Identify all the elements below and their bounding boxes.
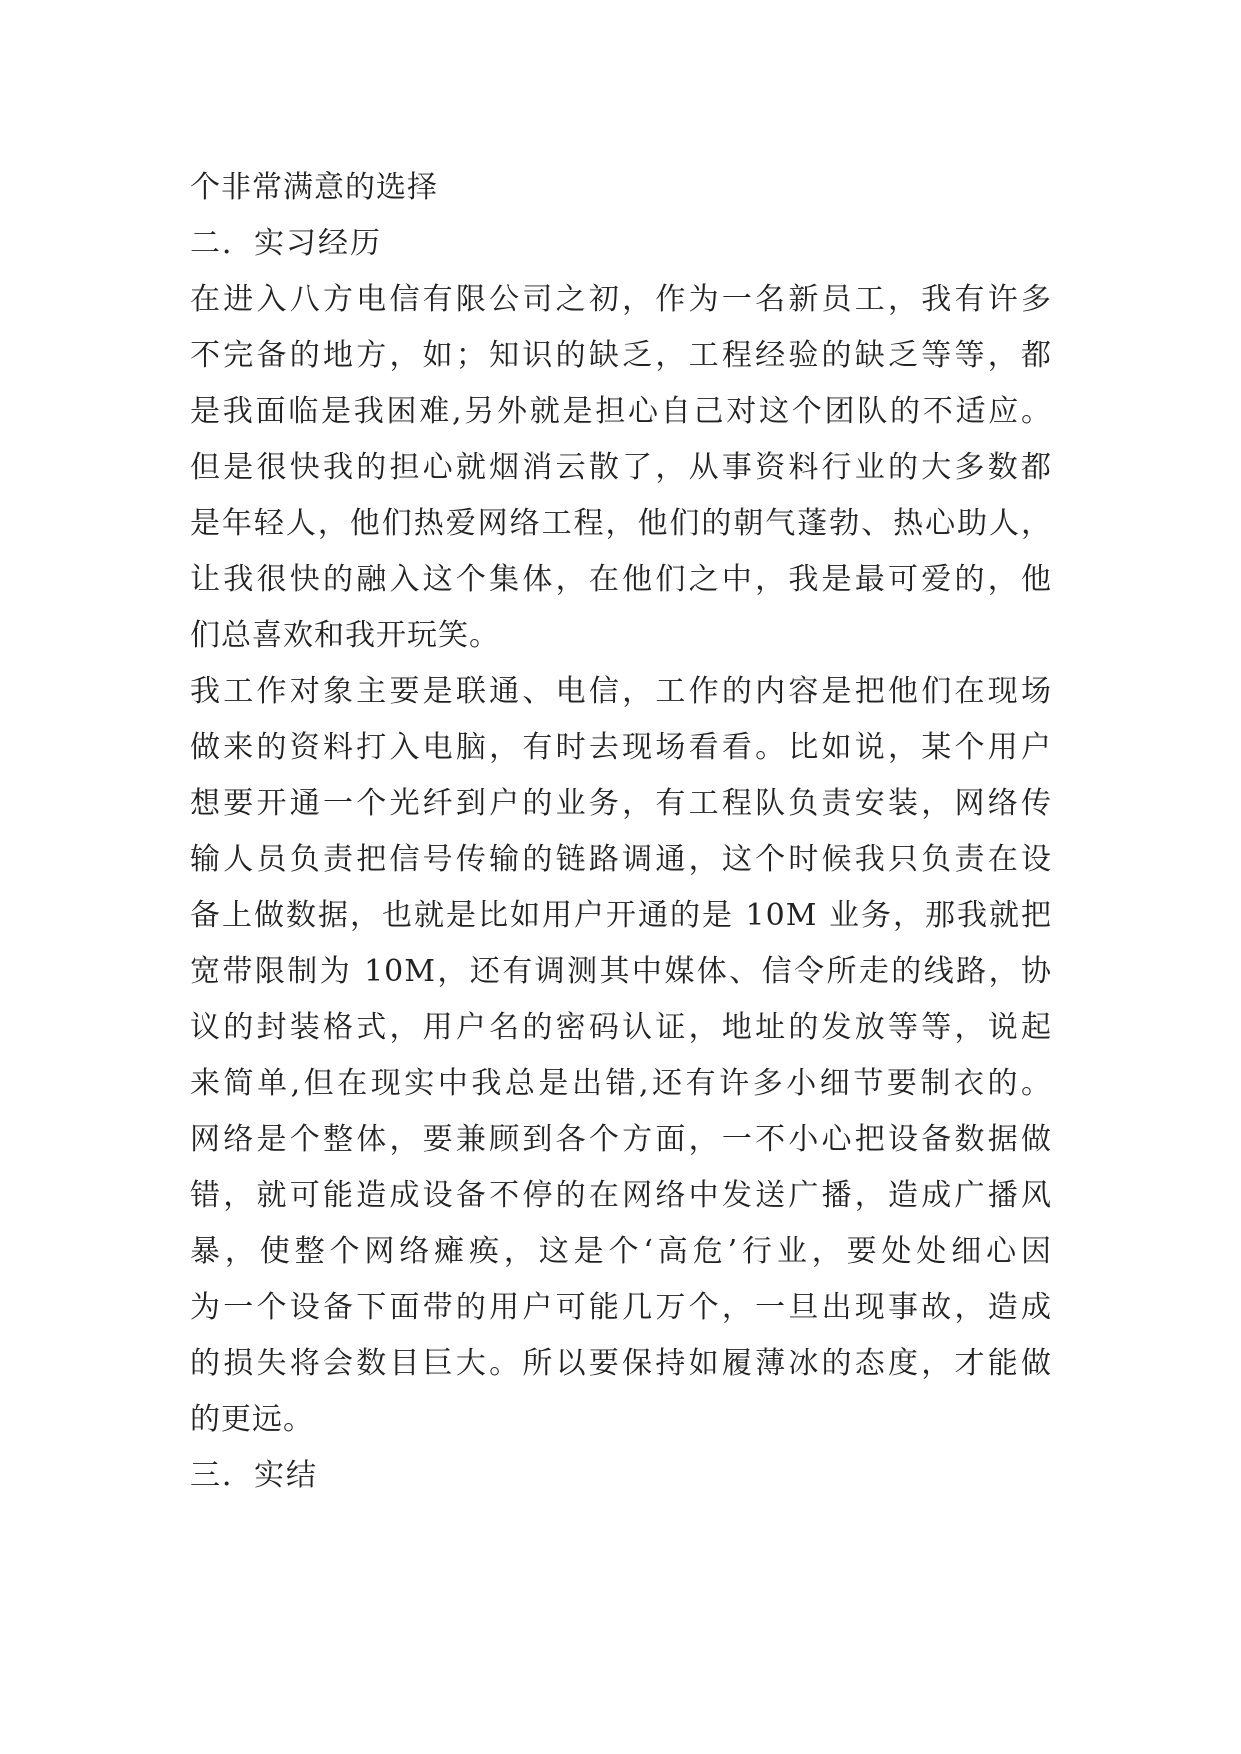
text-line: 暴，使整个网络瘫痪，这是个‘高危’行业，要处处细心因 <box>190 1234 1052 1269</box>
text-line: 的更远。 <box>190 1402 314 1437</box>
text-line: 输人员负责把信号传输的链路调通，这个时候我只负责在设 <box>190 842 1052 877</box>
text-line: 不完备的地方，如；知识的缺乏，工程经验的缺乏等等，都 <box>190 338 1052 373</box>
text-line: 让我很快的融入这个集体，在他们之中，我是最可爱的，他 <box>190 562 1052 597</box>
document-body <box>190 160 1052 1504</box>
section-heading-summary: 三．实结 <box>190 1458 318 1493</box>
section-heading-internship: 二．实习经历 <box>190 226 382 261</box>
text-line: 议的封装格式，用户名的密码认证，地址的发放等等，说起 <box>190 1010 1052 1045</box>
text-line: 做来的资料打入电脑，有时去现场看看。比如说，某个用户 <box>190 730 1052 765</box>
text-line: 备上做数据，也就是比如用户开通的是 10M 业务，那我就把 <box>190 898 1052 933</box>
text-line: 为一个设备下面带的用户可能几万个，一旦出现事故，造成 <box>190 1290 1052 1325</box>
text-line: 的损失将会数目巨大。所以要保持如履薄冰的态度，才能做 <box>190 1346 1052 1381</box>
text-line: 个非常满意的选择 <box>190 170 438 205</box>
text-line: 是我面临是我困难,另外就是担心自己对这个团队的不适应。 <box>190 394 1052 429</box>
text-line: 错，就可能造成设备不停的在网络中发送广播，造成广播风 <box>190 1178 1052 1213</box>
text-line: 们总喜欢和我开玩笑。 <box>190 618 500 653</box>
text-line: 但是很快我的担心就烟消云散了，从事资料行业的大多数都 <box>190 450 1052 485</box>
text-line: 是年轻人，他们热爱网络工程，他们的朝气蓬勃、热心助人， <box>190 506 1052 541</box>
text-line: 我工作对象主要是联通、电信，工作的内容是把他们在现场 <box>190 674 1052 709</box>
text-line: 网络是个整体，要兼顾到各个方面，一不小心把设备数据做 <box>190 1122 1052 1157</box>
text-line: 来简单,但在现实中我总是出错,还有许多小细节要制衣的。 <box>190 1066 1052 1101</box>
text-line: 想要开通一个光纤到户的业务，有工程队负责安装，网络传 <box>190 786 1052 821</box>
text-line: 在进入八方电信有限公司之初，作为一名新员工，我有许多 <box>190 282 1052 317</box>
text-line: 宽带限制为 10M，还有调测其中媒体、信令所走的线路，协 <box>190 954 1052 989</box>
